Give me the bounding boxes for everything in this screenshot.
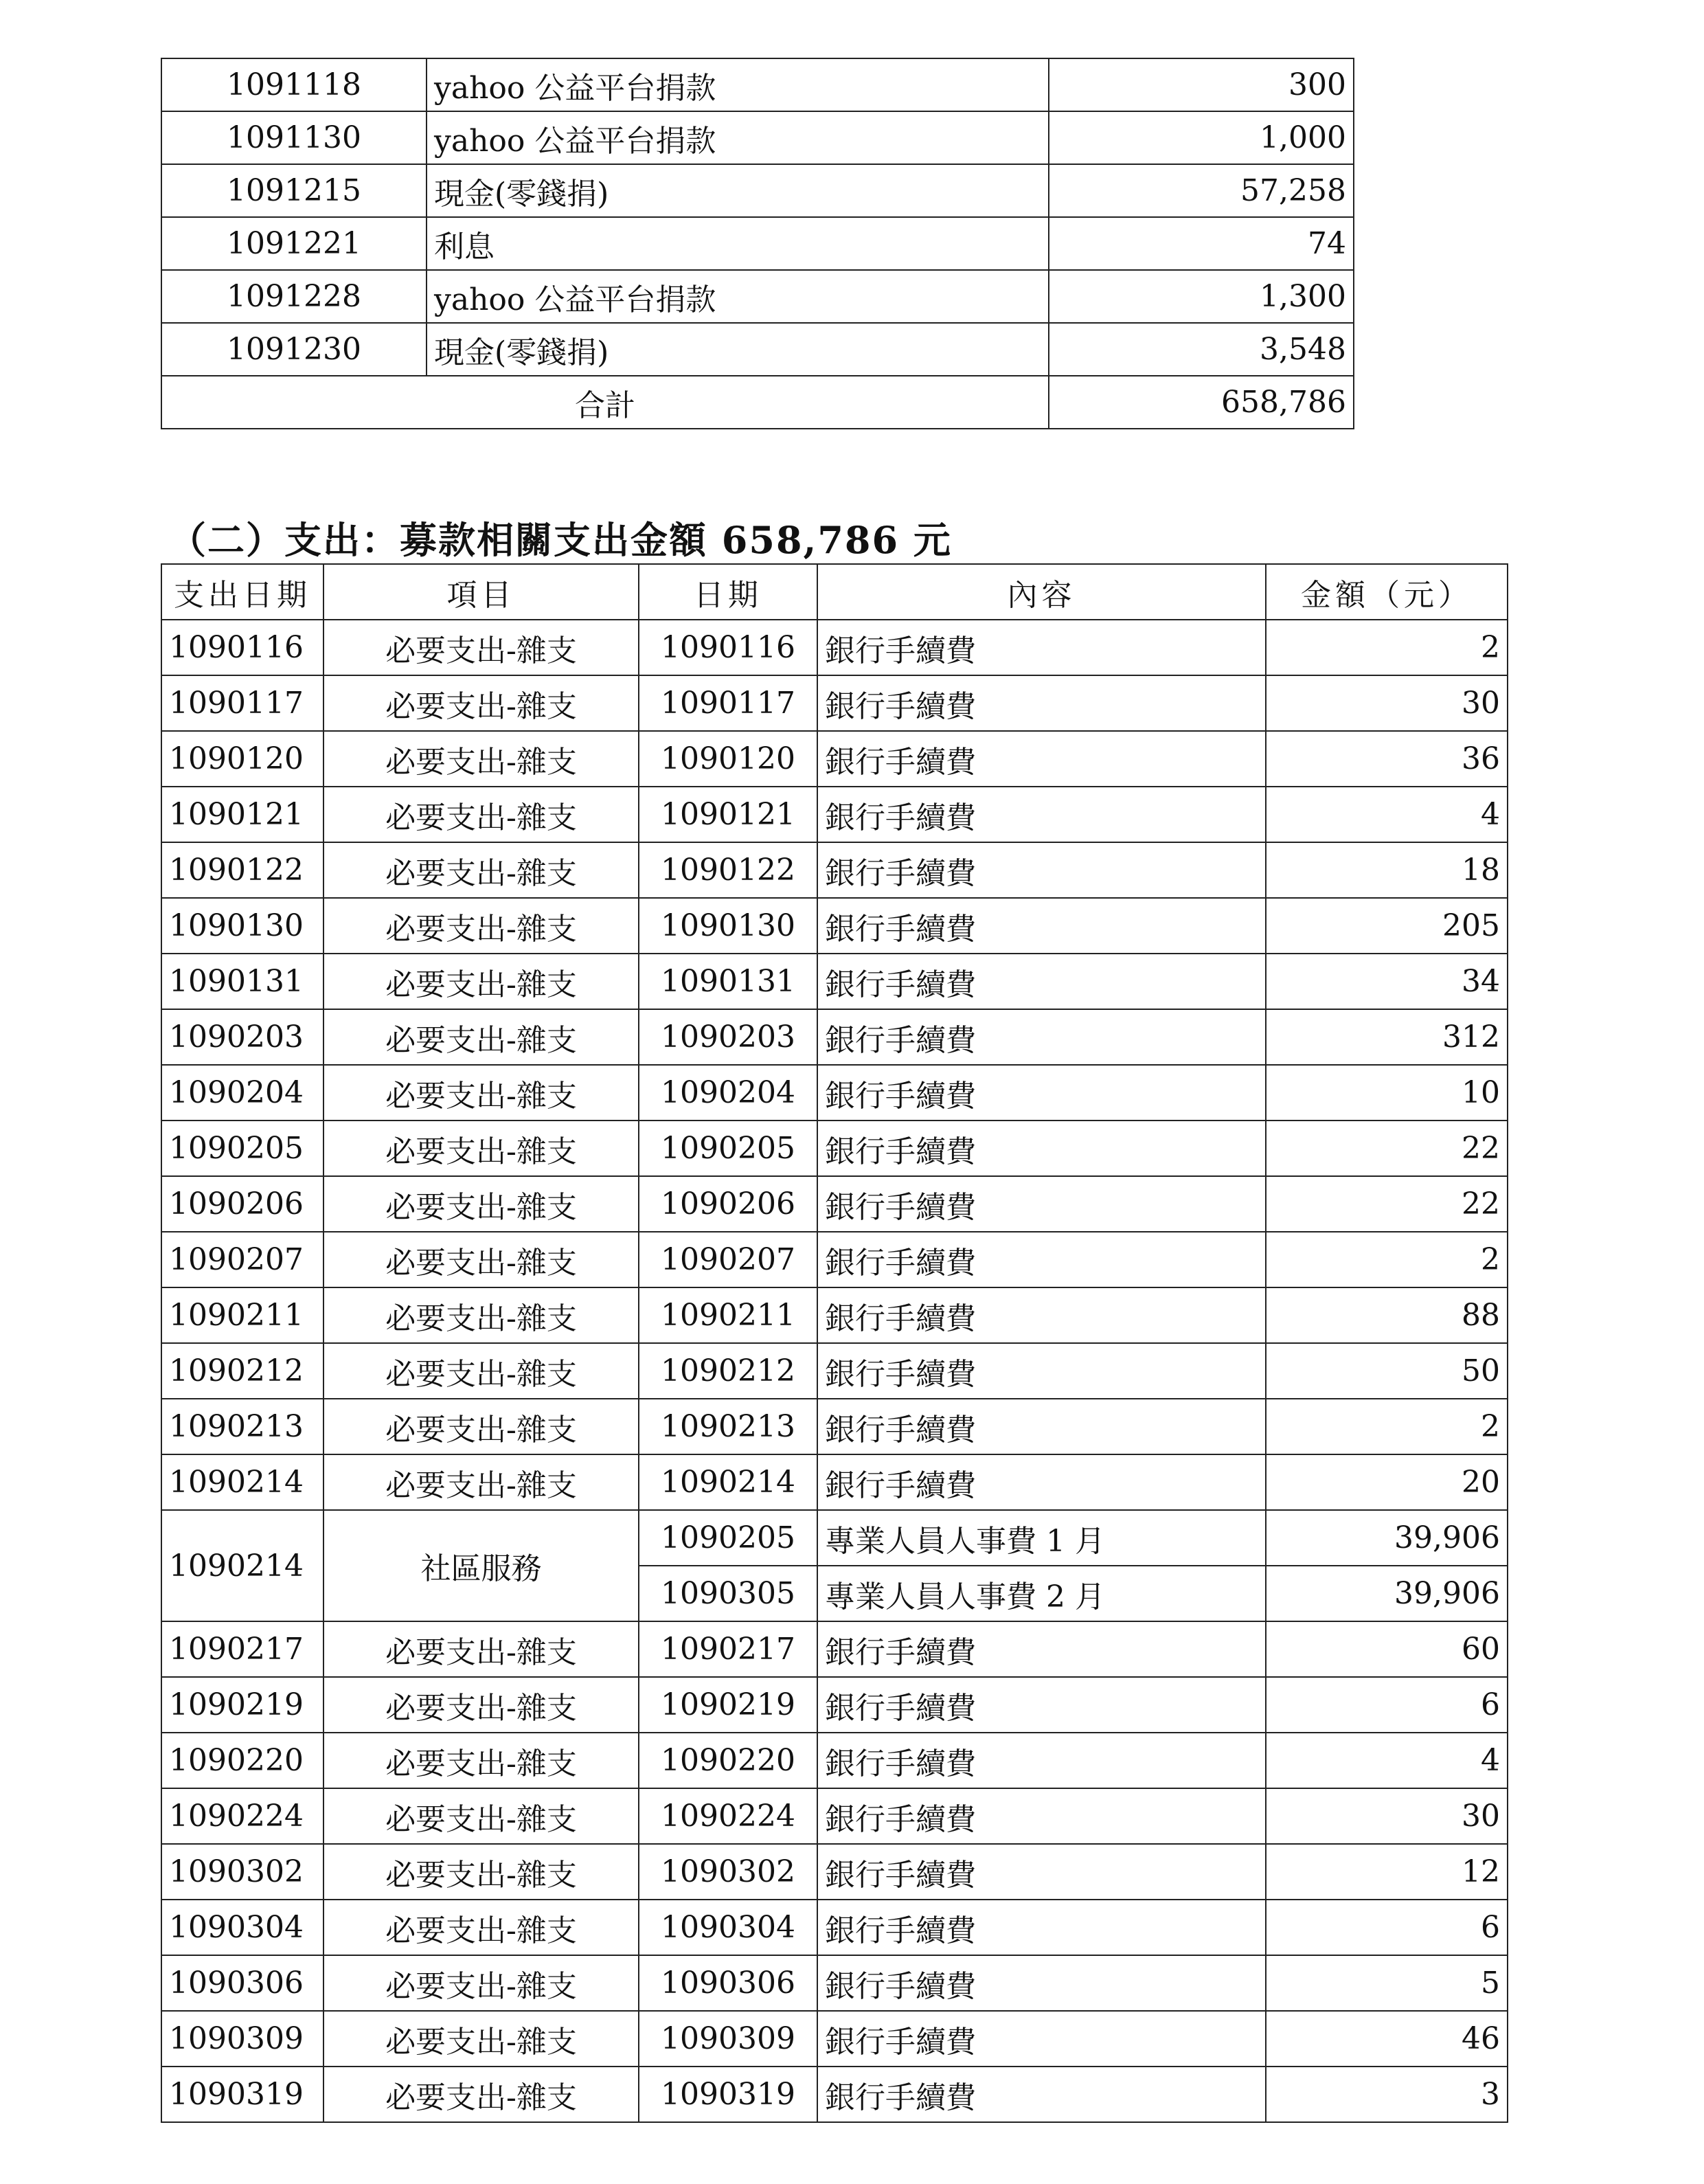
expense-row	[161, 1733, 1508, 1788]
expense-date-cell: 1090211	[161, 1287, 323, 1343]
expense-content-cell: 銀行手續費	[817, 1399, 1266, 1454]
expense-date2-cell: 1090319	[639, 2067, 817, 2122]
expense-item-cell: 必要支出-雜支	[323, 2011, 639, 2067]
expense-content-cell: 銀行手續費	[817, 2067, 1266, 2122]
expense-date-cell: 1090203	[161, 1009, 323, 1065]
expense-date-cell: 1090122	[161, 842, 323, 898]
expense-item-cell: 必要支出-雜支	[323, 1232, 639, 1287]
expense-date-cell: 1090131	[161, 954, 323, 1009]
expense-amount-cell: 2	[1266, 1232, 1508, 1287]
expense-date-cell: 1090205	[161, 1121, 323, 1176]
expense-content-cell: 銀行手續費	[817, 620, 1266, 675]
income-item-cell: 現金(零錢捐)	[427, 323, 1049, 376]
expense-date-cell: 1090306	[161, 1955, 323, 2011]
expense-amount-cell: 50	[1266, 1343, 1508, 1399]
expense-date-cell: 1090302	[161, 1844, 323, 1900]
expense-date2-cell: 1090309	[639, 2011, 817, 2067]
expense-date-cell: 1090309	[161, 2011, 323, 2067]
income-row	[161, 58, 1354, 111]
income-total-label: 合計	[161, 376, 1049, 429]
expense-content-cell: 銀行手續費	[817, 1677, 1266, 1733]
expense-date2-cell: 1090211	[639, 1287, 817, 1343]
expense-item-cell: 必要支出-雜支	[323, 1121, 639, 1176]
expense-section-title: （二）支出：募款相關支出金額 658,786 元	[169, 518, 952, 562]
header-amount: 金額（元）	[1266, 564, 1508, 620]
expense-amount-cell: 30	[1266, 1788, 1508, 1844]
expense-table-body	[161, 620, 1508, 2122]
expense-amount-cell: 20	[1266, 1454, 1508, 1510]
expense-amount-cell: 12	[1266, 1844, 1508, 1900]
expense-date2-cell: 1090212	[639, 1343, 817, 1399]
expense-amount-cell: 6	[1266, 1900, 1508, 1955]
expense-amount-cell: 5	[1266, 1955, 1508, 2011]
income-total-amount: 658,786	[1049, 376, 1354, 429]
expense-content-cell: 銀行手續費	[817, 954, 1266, 1009]
expense-row	[161, 1900, 1508, 1955]
expense-item-cell: 必要支出-雜支	[323, 954, 639, 1009]
expense-content-cell: 銀行手續費	[817, 731, 1266, 787]
expense-content-cell: 專業人員人事費 2 月	[817, 1566, 1266, 1621]
expense-amount-cell: 39,906	[1266, 1566, 1508, 1621]
expense-amount-cell: 39,906	[1266, 1510, 1508, 1566]
expense-content-cell: 銀行手續費	[817, 898, 1266, 954]
expense-amount-cell: 4	[1266, 787, 1508, 842]
expense-row	[161, 1677, 1508, 1733]
expense-row	[161, 1955, 1508, 2011]
expense-date-cell: 1090304	[161, 1900, 323, 1955]
expense-date-cell: 1090319	[161, 2067, 323, 2122]
expense-date2-cell: 1090306	[639, 1955, 817, 2011]
header-content: 內容	[817, 564, 1266, 620]
income-amount-cell: 1,000	[1049, 111, 1354, 164]
expense-date2-cell: 1090213	[639, 1399, 817, 1454]
income-item-cell: 利息	[427, 217, 1049, 270]
expense-date-cell: 1090204	[161, 1065, 323, 1121]
expense-date-cell: 1090117	[161, 675, 323, 731]
expense-date-cell: 1090206	[161, 1176, 323, 1232]
expense-content-cell: 銀行手續費	[817, 1733, 1266, 1788]
expense-amount-cell: 6	[1266, 1677, 1508, 1733]
expense-header-row	[161, 564, 1508, 620]
expense-content-cell: 銀行手續費	[817, 842, 1266, 898]
expense-date2-cell: 1090204	[639, 1065, 817, 1121]
header-item: 項目	[323, 564, 639, 620]
expense-item-cell: 必要支出-雜支	[323, 1399, 639, 1454]
expense-row	[161, 1399, 1508, 1454]
expense-row	[161, 1621, 1508, 1677]
income-date-cell: 1091215	[161, 164, 427, 217]
income-date-cell: 1091130	[161, 111, 427, 164]
expense-item-cell: 必要支出-雜支	[323, 1677, 639, 1733]
expense-row	[161, 1844, 1508, 1900]
income-table	[161, 58, 1354, 429]
expense-content-cell: 銀行手續費	[817, 1955, 1266, 2011]
expense-date-cell: 1090217	[161, 1621, 323, 1677]
expense-amount-cell: 36	[1266, 731, 1508, 787]
expense-date2-cell: 1090224	[639, 1788, 817, 1844]
expense-date2-cell: 1090304	[639, 1900, 817, 1955]
expense-date2-cell: 1090302	[639, 1844, 817, 1900]
expense-item-cell: 必要支出-雜支	[323, 1621, 639, 1677]
expense-content-cell: 銀行手續費	[817, 1343, 1266, 1399]
expense-item-cell: 必要支出-雜支	[323, 1287, 639, 1343]
expense-amount-cell: 18	[1266, 842, 1508, 898]
income-row	[161, 217, 1354, 270]
income-item-cell: yahoo 公益平台捐款	[427, 111, 1049, 164]
expense-amount-cell: 30	[1266, 675, 1508, 731]
expense-amount-cell: 4	[1266, 1733, 1508, 1788]
expense-item-cell: 必要支出-雜支	[323, 2067, 639, 2122]
expense-date2-cell: 1090122	[639, 842, 817, 898]
expense-amount-cell: 46	[1266, 2011, 1508, 2067]
expense-amount-cell: 10	[1266, 1065, 1508, 1121]
expense-item-cell: 必要支出-雜支	[323, 620, 639, 675]
expense-row-merged	[161, 1510, 1508, 1566]
income-amount-cell: 300	[1049, 58, 1354, 111]
expense-date2-cell: 1090205	[639, 1510, 817, 1566]
expense-item-cell: 必要支出-雜支	[323, 1065, 639, 1121]
expense-row	[161, 1121, 1508, 1176]
header-expense-date: 支出日期	[161, 564, 323, 620]
expense-item-cell: 社區服務	[323, 1510, 639, 1621]
expense-content-cell: 銀行手續費	[817, 675, 1266, 731]
expense-amount-cell: 34	[1266, 954, 1508, 1009]
expense-content-cell: 銀行手續費	[817, 1121, 1266, 1176]
expense-row	[161, 2011, 1508, 2067]
expense-item-cell: 必要支出-雜支	[323, 1955, 639, 2011]
expense-amount-cell: 88	[1266, 1287, 1508, 1343]
expense-row	[161, 1343, 1508, 1399]
expense-amount-cell: 22	[1266, 1176, 1508, 1232]
expense-row	[161, 787, 1508, 842]
expense-item-cell: 必要支出-雜支	[323, 842, 639, 898]
expense-content-cell: 銀行手續費	[817, 1844, 1266, 1900]
expense-date2-cell: 1090305	[639, 1566, 817, 1621]
expense-date-cell: 1090214	[161, 1510, 323, 1621]
expense-date-cell: 1090121	[161, 787, 323, 842]
expense-row	[161, 1176, 1508, 1232]
expense-date-cell: 1090212	[161, 1343, 323, 1399]
expense-date2-cell: 1090131	[639, 954, 817, 1009]
expense-content-cell: 銀行手續費	[817, 1788, 1266, 1844]
expense-amount-cell: 205	[1266, 898, 1508, 954]
expense-row	[161, 954, 1508, 1009]
expense-amount-cell: 312	[1266, 1009, 1508, 1065]
income-row	[161, 164, 1354, 217]
expense-date-cell: 1090220	[161, 1733, 323, 1788]
income-item-cell: 現金(零錢捐)	[427, 164, 1049, 217]
expense-date2-cell: 1090220	[639, 1733, 817, 1788]
expense-row	[161, 1232, 1508, 1287]
expense-item-cell: 必要支出-雜支	[323, 1009, 639, 1065]
expense-date2-cell: 1090219	[639, 1677, 817, 1733]
expense-item-cell: 必要支出-雜支	[323, 1343, 639, 1399]
expense-row	[161, 842, 1508, 898]
expense-content-cell: 銀行手續費	[817, 1287, 1266, 1343]
header-date: 日期	[639, 564, 817, 620]
income-item-cell: yahoo 公益平台捐款	[427, 58, 1049, 111]
income-amount-cell: 1,300	[1049, 270, 1354, 323]
income-date-cell: 1091228	[161, 270, 427, 323]
expense-content-cell: 銀行手續費	[817, 2011, 1266, 2067]
expense-date-cell: 1090213	[161, 1399, 323, 1454]
expense-item-cell: 必要支出-雜支	[323, 731, 639, 787]
expense-date2-cell: 1090120	[639, 731, 817, 787]
expense-item-cell: 必要支出-雜支	[323, 1900, 639, 1955]
expense-amount-cell: 2	[1266, 1399, 1508, 1454]
expense-item-cell: 必要支出-雜支	[323, 1733, 639, 1788]
expense-item-cell: 必要支出-雜支	[323, 675, 639, 731]
expense-item-cell: 必要支出-雜支	[323, 787, 639, 842]
expense-date2-cell: 1090116	[639, 620, 817, 675]
expense-date-cell: 1090120	[161, 731, 323, 787]
income-date-cell: 1091118	[161, 58, 427, 111]
expense-date-cell: 1090224	[161, 1788, 323, 1844]
income-date-cell: 1091221	[161, 217, 427, 270]
income-row	[161, 111, 1354, 164]
expense-row	[161, 1454, 1508, 1510]
expense-item-cell: 必要支出-雜支	[323, 1844, 639, 1900]
income-amount-cell: 3,548	[1049, 323, 1354, 376]
income-item-cell: yahoo 公益平台捐款	[427, 270, 1049, 323]
expense-date-cell: 1090214	[161, 1454, 323, 1510]
expense-amount-cell: 22	[1266, 1121, 1508, 1176]
expense-table	[161, 563, 1508, 2123]
expense-item-cell: 必要支出-雜支	[323, 1454, 639, 1510]
expense-row	[161, 620, 1508, 675]
expense-row	[161, 731, 1508, 787]
income-amount-cell: 57,258	[1049, 164, 1354, 217]
expense-content-cell: 銀行手續費	[817, 1065, 1266, 1121]
expense-row	[161, 675, 1508, 731]
expense-date2-cell: 1090121	[639, 787, 817, 842]
expense-date2-cell: 1090130	[639, 898, 817, 954]
expense-content-cell: 銀行手續費	[817, 1009, 1266, 1065]
expense-row	[161, 898, 1508, 954]
expense-date-cell: 1090130	[161, 898, 323, 954]
expense-date2-cell: 1090206	[639, 1176, 817, 1232]
income-date-cell: 1091230	[161, 323, 427, 376]
expense-content-cell: 銀行手續費	[817, 1900, 1266, 1955]
expense-date2-cell: 1090207	[639, 1232, 817, 1287]
expense-content-cell: 銀行手續費	[817, 1454, 1266, 1510]
income-table-body	[161, 58, 1354, 429]
expense-row	[161, 1287, 1508, 1343]
expense-content-cell: 銀行手續費	[817, 1176, 1266, 1232]
expense-date2-cell: 1090203	[639, 1009, 817, 1065]
expense-row	[161, 1009, 1508, 1065]
expense-amount-cell: 60	[1266, 1621, 1508, 1677]
expense-row	[161, 1065, 1508, 1121]
expense-content-cell: 專業人員人事費 1 月	[817, 1510, 1266, 1566]
expense-date2-cell: 1090214	[639, 1454, 817, 1510]
expense-date2-cell: 1090217	[639, 1621, 817, 1677]
income-row	[161, 270, 1354, 323]
expense-date2-cell: 1090117	[639, 675, 817, 731]
expense-row	[161, 1788, 1508, 1844]
expense-date2-cell: 1090205	[639, 1121, 817, 1176]
expense-item-cell: 必要支出-雜支	[323, 1176, 639, 1232]
expense-content-cell: 銀行手續費	[817, 1621, 1266, 1677]
income-total-row	[161, 376, 1354, 429]
expense-amount-cell: 2	[1266, 620, 1508, 675]
expense-date-cell: 1090219	[161, 1677, 323, 1733]
income-row	[161, 323, 1354, 376]
expense-item-cell: 必要支出-雜支	[323, 1788, 639, 1844]
expense-item-cell: 必要支出-雜支	[323, 898, 639, 954]
expense-date-cell: 1090207	[161, 1232, 323, 1287]
expense-date-cell: 1090116	[161, 620, 323, 675]
expense-row	[161, 2067, 1508, 2122]
expense-content-cell: 銀行手續費	[817, 787, 1266, 842]
expense-content-cell: 銀行手續費	[817, 1232, 1266, 1287]
expense-amount-cell: 3	[1266, 2067, 1508, 2122]
income-amount-cell: 74	[1049, 217, 1354, 270]
